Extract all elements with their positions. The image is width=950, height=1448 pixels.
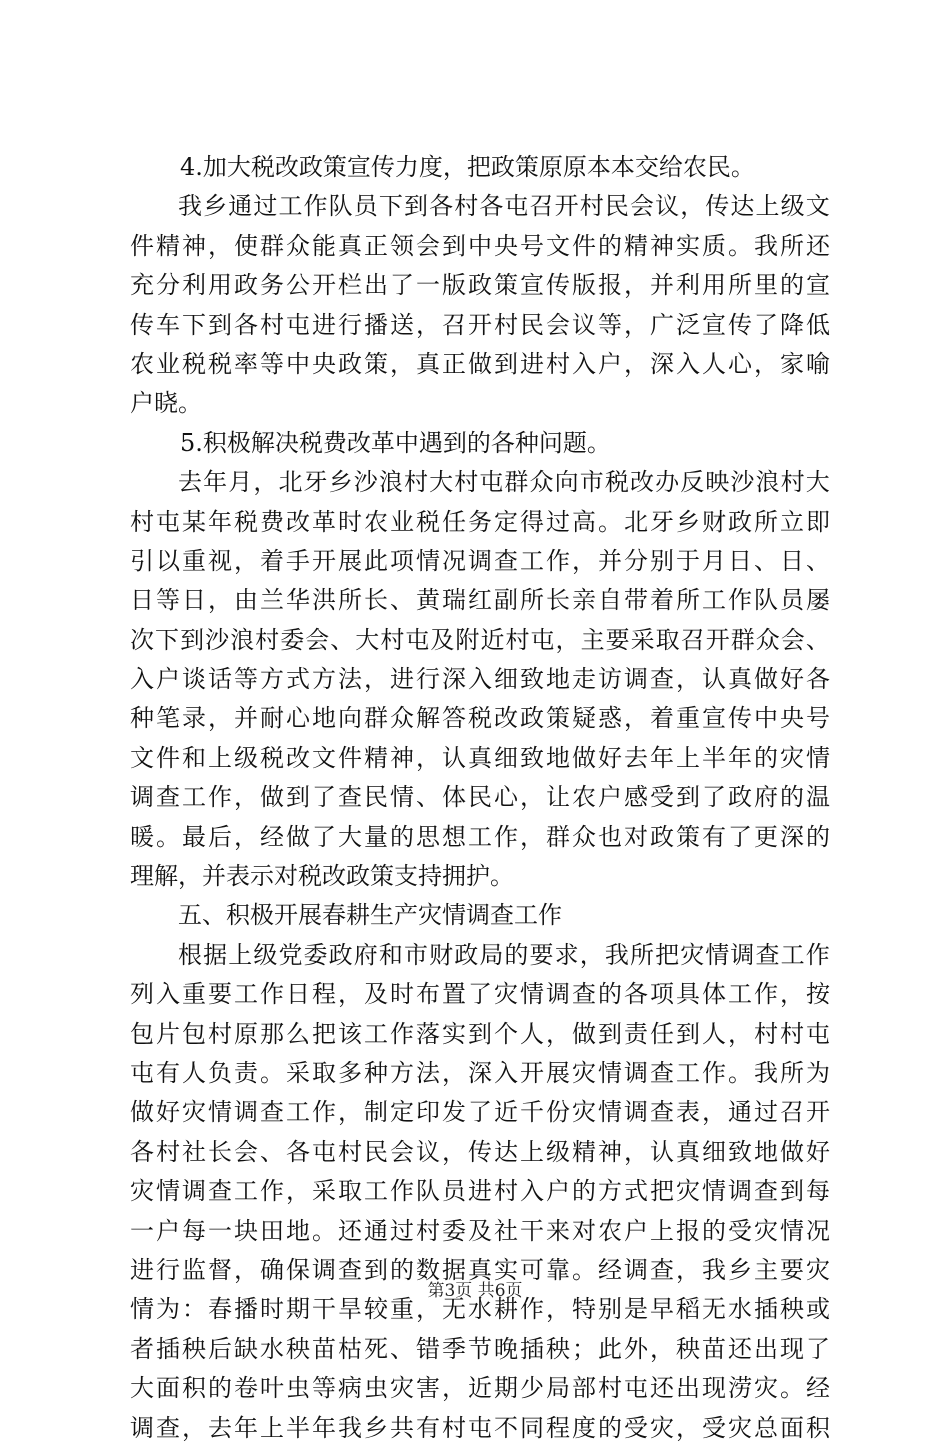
text-line: 文 件 和 上 级 税 改 文 件 精 神 ， 认 真 细 致 地 做 好 去 年 上 半 年 的 灾 情	[130, 743, 830, 772]
text-line: 一 户 每 一 块 田 地 。 还 通 过 村 委 及 社 干 来 对 农 户 上 报 的 受 灾 情 况	[130, 1216, 830, 1245]
text-line: 件 精 神 ， 使 群 众 能 真 正 领 会 到 中 央 号 文 件 的 精 神 实 质 。 我 所 还	[130, 231, 830, 260]
text-line: 大 面 积 的 卷 叶 虫 等 病 虫 灾 害 ， 近 期 少 局 部 村 屯 还 出 现 涝 灾 。 经	[130, 1374, 830, 1403]
text-line: 包 片 包 村 原 那 么 把 该 工 作 落 实 到 个 人 ， 做 到 责 任 到 人 ， 村 村 屯	[130, 1019, 830, 1048]
text-line: 村 屯 某 年 税 费 改 革 时 农 业 税 任 务 定 得 过 高 。 北 牙 乡 财 政 所 立 即	[130, 507, 830, 536]
text-line: 暖 。 最 后 ， 经 做 了 大 量 的 思 想 工 作 ， 群 众 也 对 政 策 有 了 更 深 的	[130, 822, 830, 851]
text-line: 调 查 工 作 ， 做 到 了 查 民 情 、 体 民 心 ， 让 农 户 感 受 到 了 政 府 的 温	[130, 783, 830, 812]
text-line: 日 等 日 ， 由 兰 华 洪 所 长 、 黄 瑞 红 副 所 长 亲 自 带 着 所 工 作 队 员 屡	[130, 586, 830, 615]
text-line: 者 插 秧 后 缺 水 秧 苗 枯 死 、 错 季 节 晚 插 秧 ； 此 外 ， 秧 苗 还 出 现 了	[130, 1334, 830, 1363]
text-line: 引 以 重 视 ， 着 手 开 展 此 项 情 况 调 查 工 作 ， 并 分 别 于 月 日 、 日 、	[130, 546, 830, 575]
text-line: 五、积极开展春耕生产灾情调查工作	[178, 901, 562, 930]
text-line: 根 据 上 级 党 委 政 府 和 市 财 政 局 的 要 求 ， 我 所 把 灾 情 调 查 工 作	[178, 940, 830, 969]
document-body	[130, 148, 830, 1448]
text-line: 情 为 ： 春 播 时 期 干 旱 较 重 ， 无 水 耕 作 ， 特 别 是 早 稻 无 水 插 秧 或	[130, 1295, 830, 1324]
text-line: 去 年 月 ， 北 牙 乡 沙 浪 村 大 村 屯 群 众 向 市 税 改 办 反 映 沙 浪 村 大	[178, 468, 830, 497]
text-line: 屯 有 人 负 责 。 采 取 多 种 方 法 ， 深 入 开 展 灾 情 调 查 工 作 。 我 所 为	[130, 1058, 830, 1087]
text-line: 理解，并表示对税改政策支持拥护。	[130, 862, 514, 891]
text-line: 灾 情 调 查 工 作 ， 采 取 工 作 队 员 进 村 入 户 的 方 式 把 灾 情 调 查 到 每	[130, 1177, 830, 1206]
text-line: 各 村 社 长 会 、 各 屯 村 民 会 议 ， 传 达 上 级 精 神 ， 认 真 细 致 地 做 好	[130, 1137, 830, 1166]
text-line: 5.积极解决税费改革中遇到的各种问题。	[180, 428, 611, 457]
text-line: 入 户 谈 话 等 方 式 方 法 ， 进 行 深 入 细 致 地 走 访 调 查 ， 认 真 做 好 各	[130, 665, 830, 694]
text-line: 充 分 利 用 政 务 公 开 栏 出 了 一 版 政 策 宣 传 版 报 ， 并 利 用 所 里 的 宣	[130, 271, 830, 300]
text-line: 传 车 下 到 各 村 屯 进 行 播 送 ， 召 开 村 民 会 议 等 ， 广 泛 宣 传 了 降 低	[130, 310, 830, 339]
text-line: 户晓。	[130, 389, 202, 418]
text-line: 种 笔 录 ， 并 耐 心 地 向 群 众 解 答 税 改 政 策 疑 惑 ， 着 重 宣 传 中 央 号	[130, 704, 830, 733]
text-line: 我 乡 通 过 工 作 队 员 下 到 各 村 各 屯 召 开 村 民 会 议 ， 传 达 上 级 文	[178, 192, 830, 221]
text-line: 列 入 重 要 工 作 日 程 ， 及 时 布 置 了 灾 情 调 查 的 各 项 具 体 工 作 ， 按	[130, 980, 830, 1009]
text-line: 次 下 到 沙 浪 村 委 会 、 大 村 屯 及 附 近 村 屯 ， 主 要 采 取 召 开 群 众 会 、	[130, 625, 830, 654]
text-line: 调 查 ， 去 年 上 半 年 我 乡 共 有 村 屯 不 同 程 度 的 受 灾 ， 受 灾 总 面 积	[130, 1413, 830, 1442]
text-line: 进 行 监 督 ， 确 保 调 查 到 的 数 据 真 实 可 靠 。 经 调 查 ， 我 乡 主 要 灾	[130, 1255, 830, 1284]
text-line: 4.加大税改政策宣传力度，把政策原原本本交给农民。	[180, 153, 755, 181]
text-line: 做 好 灾 情 调 查 工 作 ， 制 定 印 发 了 近 千 份 灾 情 调 查 表 ， 通 过 召 开	[130, 1098, 830, 1127]
page-footer: 第3页 共6页	[427, 1281, 523, 1301]
text-line: 农 业 税 税 率 等 中 央 政 策 ， 真 正 做 到 进 村 入 户 ， 深 入 人 心 ， 家 喻	[130, 349, 830, 378]
